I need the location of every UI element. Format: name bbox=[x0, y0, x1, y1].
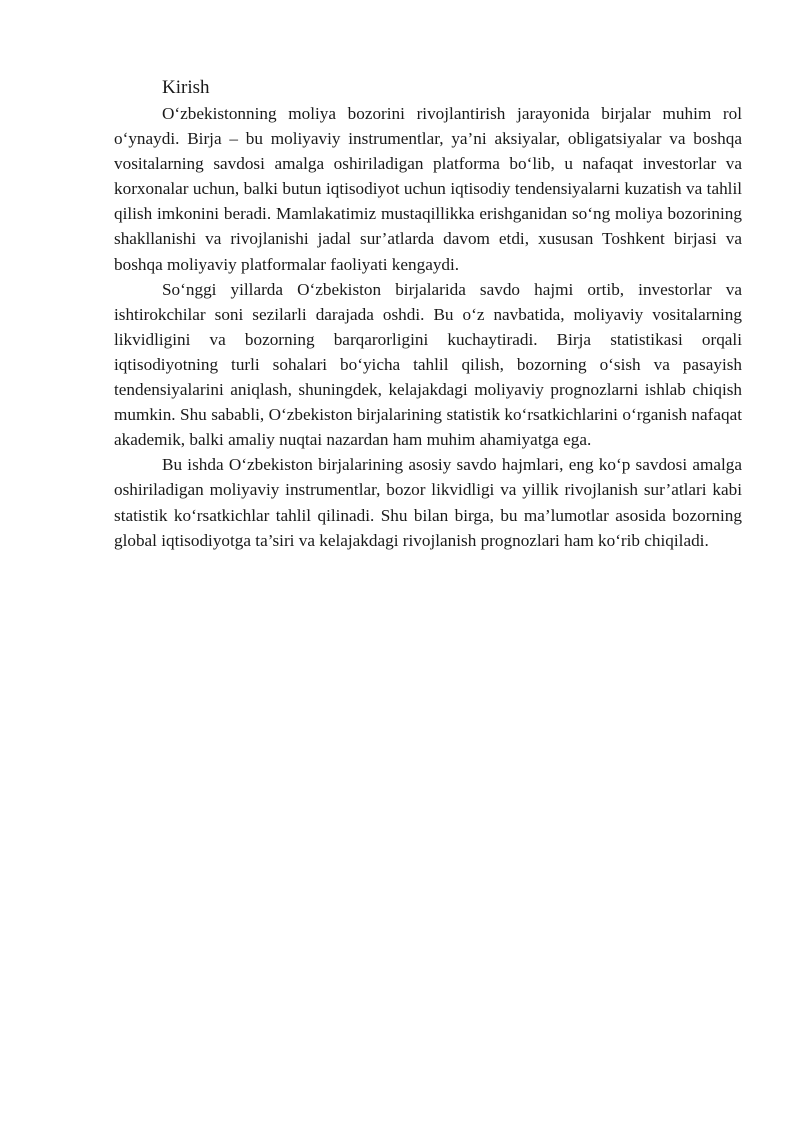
section-heading: Kirish bbox=[162, 77, 210, 98]
document-page bbox=[114, 76, 742, 553]
paragraph: Bu ishda O‘zbekiston birjalarining asosiy savdo hajmlari, eng ko‘p savdosi amalga oshiriladigan moliyaviy instrumentlar, bozor likvidligi va yillik rivojlanish sur’atlari kabi statistik ko‘rsatkichlar tahlil qilinadi. Shu bilan birga, bu ma’lumotlar asosida bozorning global iqtisodiyotga ta’siri va kelajakdagi rivojlanish prognozlari ham ko‘rib chiqiladi. bbox=[114, 455, 742, 550]
paragraph: So‘nggi yillarda O‘zbekiston birjalarida savdo hajmi ortib, investorlar va ishtirokchilar soni sezilarli darajada oshdi. Bu o‘z navbatida, moliyaviy vositalarning likvidligini va bozorning barqarorligini kuchaytiradi. Birja statistikasi orqali iqtisodiyotning turli sohalari bo‘yicha tahlil qilish, bozorning o‘sish va pasayish tendensiyalarini aniqlash, shuningdek, kelajakdagi moliyaviy prognozlarni ishlab chiqish mumkin. Shu sababli, O‘zbekiston birjalarining statistik ko‘rsatkichlarini o‘rganish nafaqat akademik, balki amaliy nuqtai nazardan ham muhim ahamiyatga ega. bbox=[114, 279, 742, 450]
paragraph: O‘zbekistonning moliya bozorini rivojlantirish jarayonida birjalar muhim rol o‘ynaydi. Birja – bu moliyaviy instrumentlar, ya’ni aksiyalar, obligatsiyalar va boshqa vositalarning savdosi amalga oshiriladigan platforma bo‘lib, u nafaqat investorlar va korxonalar uchun, balki butun iqtisodiyot uchun iqtisodiy tendensiyalarni kuzatish va tahlil qilish imkonini beradi. Mamlakatimiz mustaqillikka erishganidan so‘ng moliya bozorining shakllanishi va rivojlanishi jadal sur’atlarda davom etdi, xususan Toshkent birjasi va boshqa moliyaviy platformalar faoliyati kengaydi. bbox=[114, 104, 742, 274]
